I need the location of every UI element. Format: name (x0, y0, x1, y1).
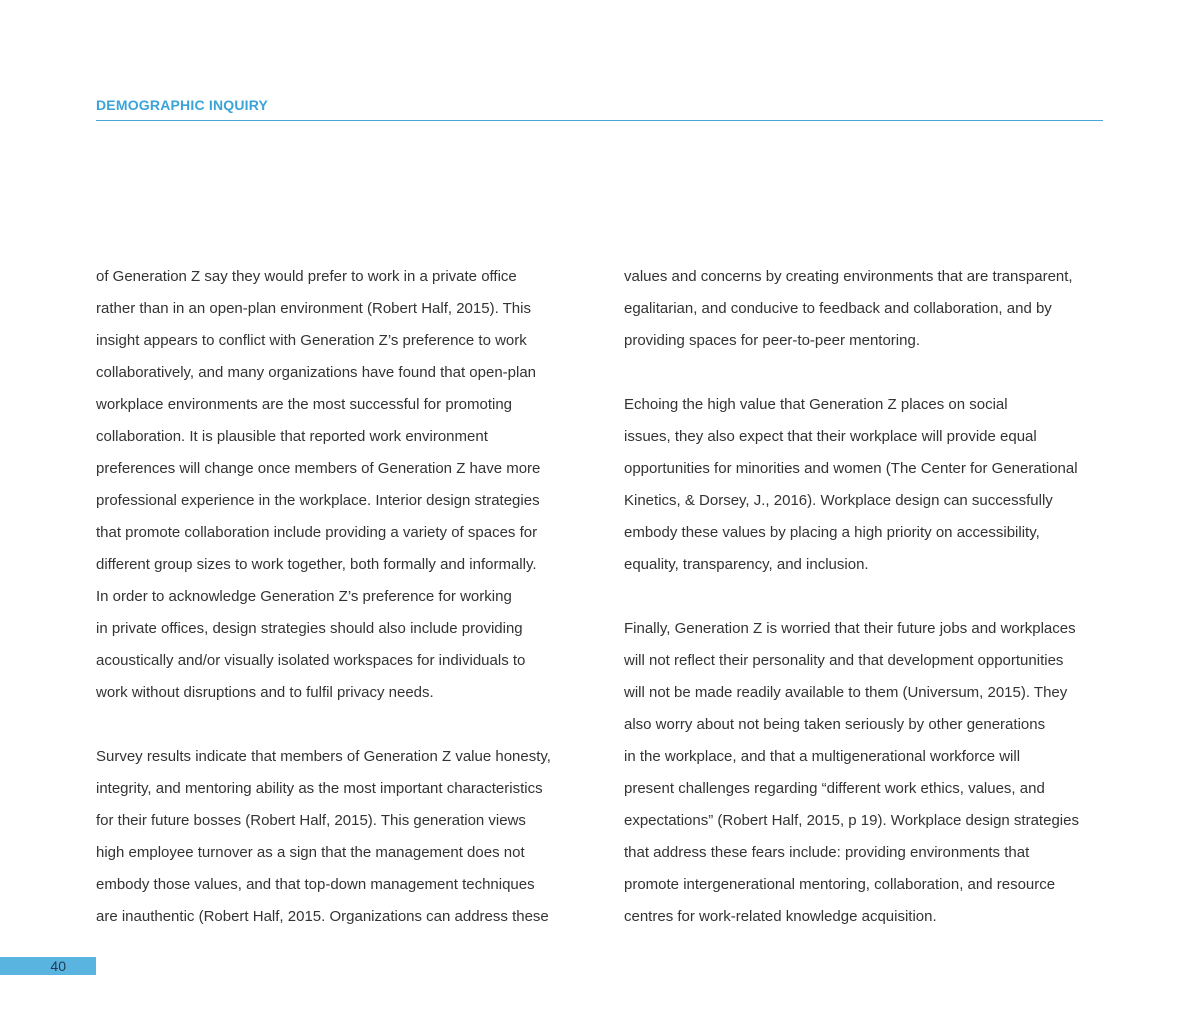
text-line: centres for work-related knowledge acquisition. (624, 908, 937, 925)
text-line: opportunities for minorities and women (The Center for Generational (624, 460, 1078, 477)
text-line: embody those values, and that top-down management techniques (96, 876, 535, 893)
running-header (96, 96, 1103, 121)
section-title: DEMOGRAPHIC INQUIRY (96, 97, 269, 113)
text-line: different group sizes to work together, both formally and informally. (96, 556, 537, 573)
text-line: providing spaces for peer-to-peer mentoring. (624, 332, 920, 349)
body-paragraph (96, 261, 586, 709)
text-line: Kinetics, & Dorsey, J., 2016). Workplace design can successfully (624, 492, 1053, 509)
body-paragraph (624, 261, 1114, 357)
text-line: in private offices, design strategies should also include providing (96, 620, 523, 637)
body-paragraph (624, 389, 1114, 581)
text-line: insight appears to conflict with Generation Z’s preference to work (96, 332, 527, 349)
text-line: work without disruptions and to fulfil privacy needs. (96, 684, 434, 701)
text-line: of Generation Z say they would prefer to work in a private office (96, 268, 517, 285)
text-line: Finally, Generation Z is worried that their future jobs and workplaces (624, 620, 1076, 637)
text-line: embody these values by placing a high priority on accessibility, (624, 524, 1040, 541)
text-line: will not reflect their personality and that development opportunities (624, 652, 1064, 669)
page-number-tab (0, 957, 96, 975)
text-line: in the workplace, and that a multigenerational workforce will (624, 748, 1021, 765)
text-line: Echoing the high value that Generation Z places on social (624, 396, 1008, 413)
left-column (96, 261, 586, 965)
text-line: values and concerns by creating environments that are transparent, (624, 268, 1073, 285)
text-line: Survey results indicate that members of Generation Z value honesty, (96, 748, 551, 765)
text-line: expectations” (Robert Half, 2015, p 19). Workplace design strategies (624, 812, 1079, 829)
text-line: also worry about not being taken seriously by other generations (624, 716, 1046, 733)
text-line: for their future bosses (Robert Half, 2015). This generation views (96, 812, 526, 829)
body-paragraph (96, 741, 586, 933)
text-line: equality, transparency, and inclusion. (624, 556, 869, 573)
right-column (624, 261, 1114, 965)
text-line: promote intergenerational mentoring, collaboration, and resource (624, 876, 1056, 893)
text-line: that address these fears include: providing environments that (624, 844, 1030, 861)
text-line: present challenges regarding “different work ethics, values, and (624, 780, 1045, 797)
text-line: professional experience in the workplace. Interior design strategies (96, 492, 540, 509)
text-line: are inauthentic (Robert Half, 2015. Organizations can address these (96, 908, 549, 925)
text-line: preferences will change once members of Generation Z have more (96, 460, 541, 477)
text-line: egalitarian, and conducive to feedback and collaboration, and by (624, 300, 1052, 317)
text-line: rather than in an open-plan environment (Robert Half, 2015). This (96, 300, 531, 317)
text-line: will not be made readily available to them (Universum, 2015). They (624, 684, 1068, 701)
text-line: collaboratively, and many organizations have found that open-plan (96, 364, 537, 381)
text-line: integrity, and mentoring ability as the most important characteristics (96, 780, 543, 797)
text-line: collaboration. It is plausible that reported work environment (96, 428, 488, 445)
text-line: that promote collaboration include providing a variety of spaces for (96, 524, 538, 541)
text-line: high employee turnover as a sign that the management does not (96, 844, 525, 861)
text-line: workplace environments are the most successful for promoting (96, 396, 513, 413)
text-line: In order to acknowledge Generation Z’s preference for working (96, 588, 512, 605)
text-line: acoustically and/or visually isolated workspaces for individuals to (96, 652, 526, 669)
body-paragraph (624, 613, 1114, 933)
text-line: issues, they also expect that their workplace will provide equal (624, 428, 1037, 445)
page-number: 40 (50, 958, 66, 974)
